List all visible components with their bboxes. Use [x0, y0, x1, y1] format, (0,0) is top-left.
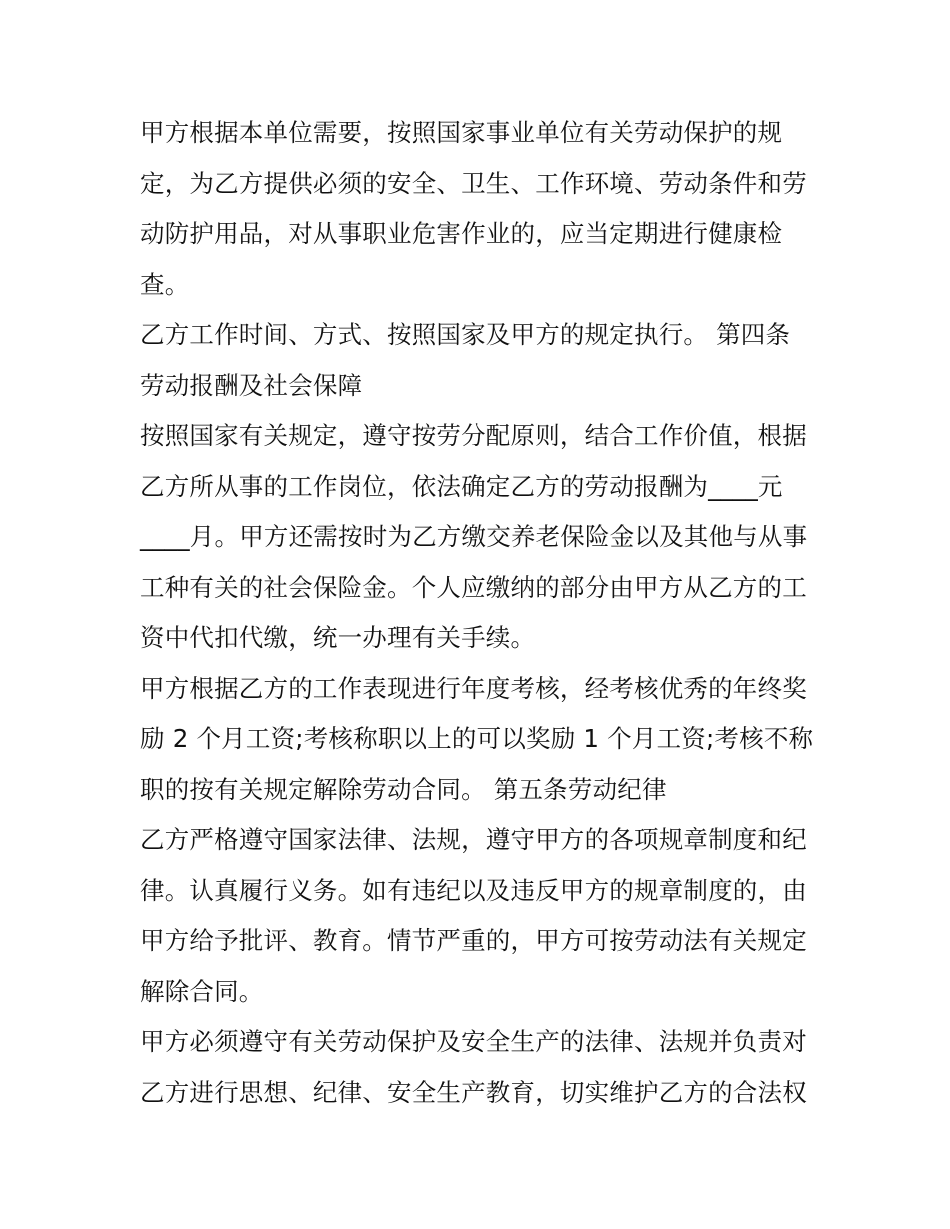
text-line-18: 解除合同。: [140, 976, 264, 1006]
text-line-5: 乙方工作时间、方式、按照国家及甲方的规定执行。 第四条: [140, 320, 791, 349]
contract-text: [140, 108, 815, 1118]
text-line-6: 劳动报酬及社会保障: [140, 370, 363, 400]
text-line-13: 励 2 个月工资;考核称职以上的可以奖励 1 个月工资;考核不称: [140, 724, 814, 753]
text-line-19: 甲方必须遵守有关劳动保护及安全生产的法律、法规并负责对: [140, 1027, 807, 1056]
text-line-4: 查。: [140, 269, 190, 299]
text-line-12: 甲方根据乙方的工作表现进行年度考核，经考核优秀的年终奖: [140, 673, 807, 703]
text-line-1: 甲方根据本单位需要，按照国家事业单位有关劳动保护的规: [140, 118, 783, 147]
text-line-20: 乙方进行思想、纪律、安全生产教育，切实维护乙方的合法权: [140, 1077, 807, 1107]
text-line-16: 律。认真履行义务。如有违纪以及违反甲方的规章制度的，由: [140, 875, 807, 905]
text-line-2: 定，为乙方提供必须的安全、卫生、工作环境、劳动条件和劳: [140, 168, 807, 198]
text-line-15: 乙方严格遵守国家法律、法规，遵守甲方的各项规章制度和纪: [140, 825, 807, 854]
text-line-3: 动防护用品，对从事职业危害作业的，应当定期进行健康检: [140, 219, 783, 248]
text-line-8: 乙方所从事的工作岗位，依法确定乙方的劳动报酬为____元: [140, 471, 783, 501]
text-line-17: 甲方给予批评、教育。情节严重的，甲方可按劳动法有关规定: [140, 926, 807, 955]
text-line-11: 资中代扣代缴，统一办理有关手续。: [140, 623, 536, 652]
text-line-10: 工种有关的社会保险金。个人应缴纳的部分由甲方从乙方的工: [140, 572, 807, 602]
text-line-14: 职的按有关规定解除劳动合同。 第五条劳动纪律: [140, 774, 667, 804]
text-line-7: 按照国家有关规定，遵守按劳分配原则，结合工作价值，根据: [140, 421, 807, 450]
text-line-9: ____月。甲方还需按时为乙方缴交养老保险金以及其他与从事: [140, 522, 808, 551]
